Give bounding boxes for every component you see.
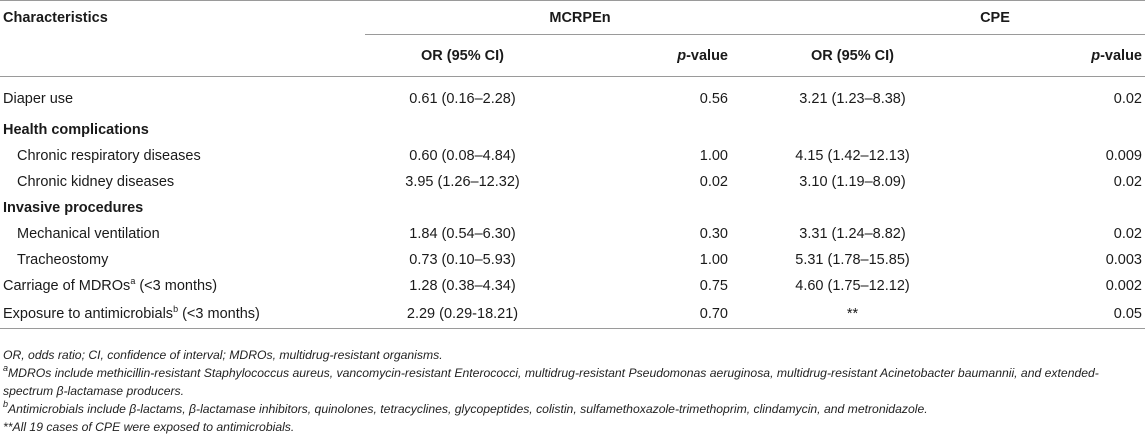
header-row-1: [0, 1, 1145, 35]
row-label: Chronic kidney diseases: [17, 174, 175, 190]
table-row: [0, 299, 1145, 329]
col-header-or-ci-2: OR (95% CI): [755, 35, 950, 77]
col-header-mcrpen: MCRPEn: [365, 1, 755, 35]
footnote-b: $^b$Antimicrobials include β-lactams, β-lactamase inhibitors, quinolones, tetracyclines, glycopeptides, colistin, sulfamethoxazole-trimethoprim, clindamycin, and metronidazole.: [3, 399, 928, 416]
cell-or-cpe: 3.10 (1.19–8.09): [799, 174, 906, 190]
row-label: Mechanical ventilation: [17, 226, 160, 242]
cell-p-mcrpen: 0.70: [560, 299, 755, 329]
cell-or-mcrpen: 3.95 (1.26–12.32): [405, 174, 520, 190]
section-label: Health complications: [3, 122, 149, 138]
col-header-pvalue-1: p-value: [560, 35, 755, 77]
footnote-abbreviations: OR, odds ratio; CI, confidence of interval; MDROs, multidrug-resistant organisms.: [3, 348, 443, 362]
header-row-2: [0, 35, 1145, 77]
cell-or-mcrpen: 0.60 (0.08–4.84): [409, 148, 516, 164]
cell-p-cpe: 0.02: [1113, 174, 1142, 190]
table-row: [0, 169, 1145, 195]
col-header-or-ci-1: OR (95% CI): [365, 35, 560, 77]
row-label: Tracheostomy: [17, 252, 109, 268]
cell-or-cpe: 4.15 (1.42–12.13): [795, 148, 910, 164]
cell-or-mcrpen: 1.84 (0.54–6.30): [409, 226, 516, 242]
col-header-pvalue-2: p-value: [950, 35, 1145, 77]
col-header-blank: [0, 35, 365, 77]
cell-p-cpe: 0.02: [1113, 91, 1142, 107]
cell-p-mcrpen: 0.75: [699, 278, 728, 294]
row-label: Carriage of MDROs$^a$ (<3 months): [3, 276, 218, 294]
cell-p-mcrpen: 0.56: [699, 91, 728, 107]
table-row: [0, 77, 1145, 118]
cell-p-mcrpen: 0.30: [699, 226, 728, 242]
cell-p-cpe: 0.003: [1105, 252, 1142, 268]
table-row: [0, 143, 1145, 169]
section-row: [0, 117, 1145, 143]
table-footnotes: [3, 346, 1141, 436]
cell-p-mcrpen: 1.00: [699, 148, 728, 164]
cell-or-cpe: 3.21 (1.23–8.38): [799, 91, 906, 107]
section-row: [0, 195, 1145, 221]
col-header-cpe: CPE: [755, 1, 1145, 35]
cell-or-cpe: 5.31 (1.78–15.85): [795, 252, 910, 268]
cell-p-mcrpen: 0.02: [699, 174, 728, 190]
cell-or-mcrpen: 0.73 (0.10–5.93): [409, 252, 516, 268]
row-label: Diaper use: [3, 91, 74, 107]
table-row: [0, 273, 1145, 299]
section-label: Invasive procedures: [3, 200, 144, 216]
footnote-star: **All 19 cases of CPE were exposed to antimicrobials.: [3, 420, 295, 434]
cell-or-mcrpen: 0.61 (0.16–2.28): [409, 91, 516, 107]
cell-p-mcrpen: 1.00: [699, 252, 728, 268]
cell-or-mcrpen: 1.28 (0.38–4.34): [409, 278, 516, 294]
cell-p-cpe: 0.05: [950, 299, 1145, 329]
table-row: [0, 247, 1145, 273]
cell-p-cpe: 0.002: [1105, 278, 1142, 294]
col-header-characteristics: Characteristics: [0, 1, 365, 35]
cell-p-cpe: 0.02: [1113, 226, 1142, 242]
cell-or-mcrpen: 2.29 (0.29-18.21): [365, 299, 560, 329]
row-label: Exposure to antimicrobials$^b$ (<3 months): [0, 299, 365, 329]
cell-or-cpe: **: [755, 299, 950, 329]
cell-p-cpe: 0.009: [1105, 148, 1142, 164]
row-label: Chronic respiratory diseases: [17, 148, 201, 164]
footnote-a: $^a$MDROs include methicillin-resistant Staphylococcus aureus, vancomycin-resistant Enterococci, multidrug-resistant Pseudomonas aeruginosa, multidrug-resistant Acinetobacter baumannii, and extended-spectrum β-lactamase producers.: [3, 363, 1099, 398]
table-row: [0, 221, 1145, 247]
cell-or-cpe: 4.60 (1.75–12.12): [795, 278, 910, 294]
cell-or-cpe: 3.31 (1.24–8.82): [799, 226, 906, 242]
